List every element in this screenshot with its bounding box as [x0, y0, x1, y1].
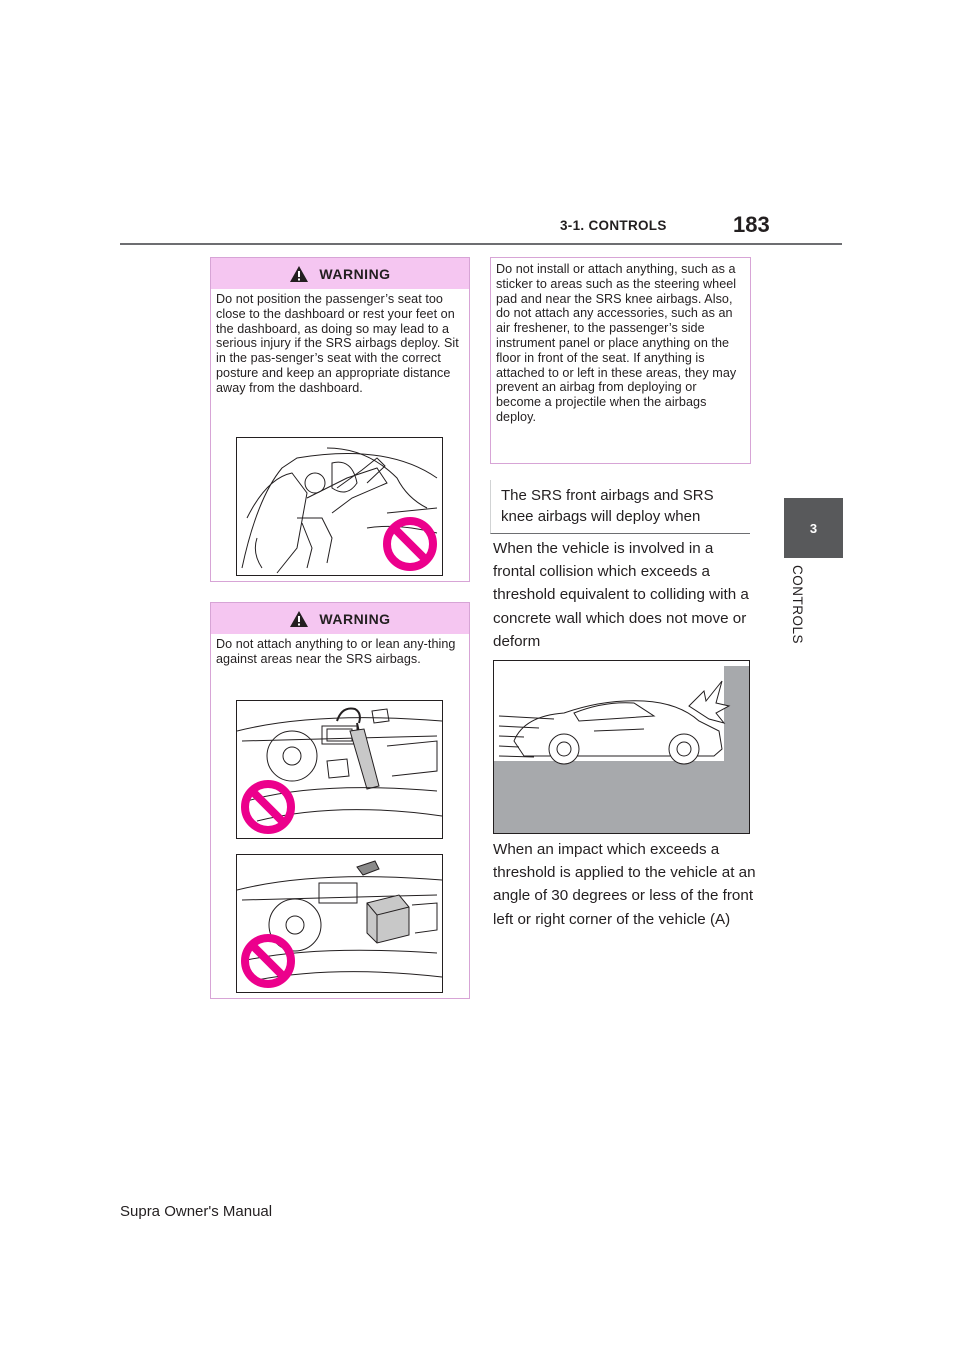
paragraph-angled-impact: When an impact which exceeds a threshold is applied to the vehicle at an angle of 30 degrees or less of the front left or right corner of the vehicle (A) [493, 841, 756, 928]
header-rule [120, 243, 842, 245]
illustration-umbrella-leaning [236, 700, 443, 839]
warning-text: Do not position the passenger’s seat too close to the dashboard or rest your feet on the dashboard, as doing so may lead to a serious injury if the SRS airbags deploy. Sit in the pas-senger’s seat with the correct posture and keep an appropriate distance away from the dashboard. [216, 292, 459, 395]
prohibition-icon [240, 779, 296, 835]
warning-text: Do not attach anything to or lean any-thing against areas near the SRS airbags. [216, 637, 456, 666]
illustration-passenger-feet-on-dashboard [236, 437, 443, 576]
warning-title: WARNING [319, 610, 391, 627]
warning-title: WARNING [319, 265, 391, 282]
warning-triangle-icon [289, 265, 309, 283]
warning-header [211, 603, 469, 634]
page-number: 183 [733, 212, 770, 237]
footer-manual-title: Supra Owner's Manual [120, 1203, 273, 1220]
chapter-tab: 3 [784, 498, 843, 558]
section-title: 3-1. CONTROLS [560, 218, 667, 233]
warning-header [211, 258, 469, 289]
prohibition-icon [382, 516, 438, 572]
warning-triangle-icon [289, 610, 309, 628]
illustration-car-hitting-wall [493, 660, 750, 834]
chapter-label: CONTROLS [790, 565, 805, 645]
warning-text: Do not install or attach anything, such as a sticker to areas such as the steering wheel pad and near the SRS knee airbags. Also, do not attach any accessories, such as an air freshener, to the passenger’s side instrument panel or place anything on the floor in front of the seat. If anything is attached to or left in these areas, they may prevent an airbag from deploying or become a projectile when the airbags deploy. [496, 262, 737, 424]
paragraph-frontal-collision: When the vehicle is involved in a frontal collision which exceeds a threshold equivalent to colliding with a concrete wall which does not move or deform [493, 540, 749, 650]
illustration-object-on-console [236, 854, 443, 993]
prohibition-icon [240, 933, 296, 989]
section-heading: The SRS front airbags and SRS knee airbags will deploy when [490, 480, 750, 534]
warning-box-continued [490, 257, 751, 464]
